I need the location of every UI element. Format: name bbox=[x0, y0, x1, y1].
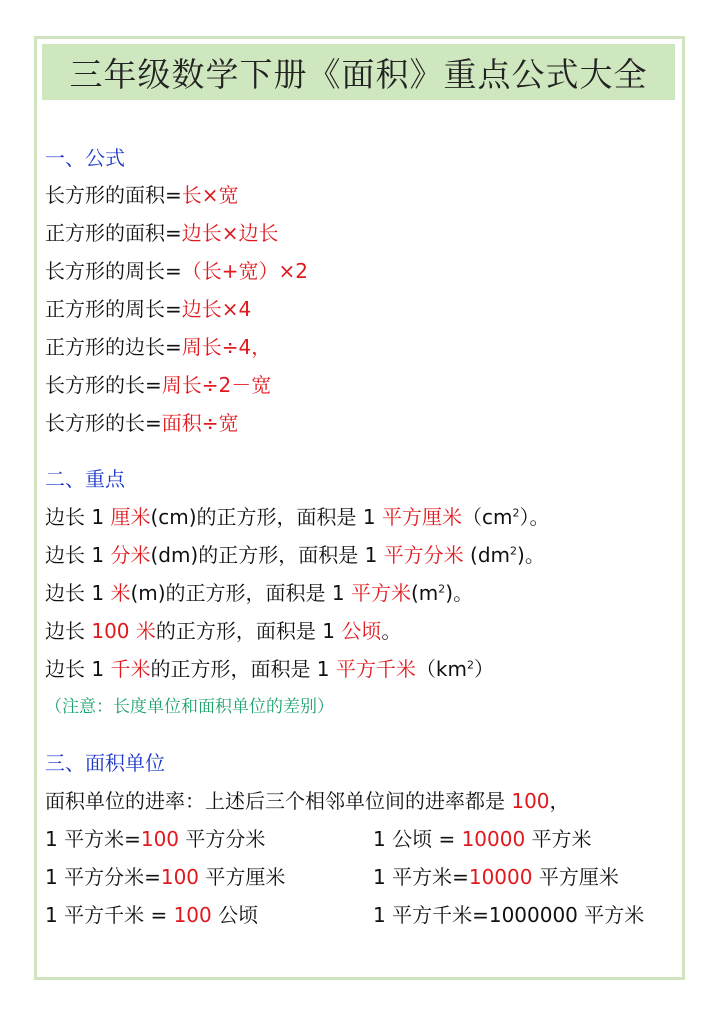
formula-item: 正方形的周长=边长×4 bbox=[45, 297, 252, 321]
conversion-left: 1 平方分米=100 平方厘米 bbox=[45, 865, 286, 889]
note-text: （注意：长度单位和面积单位的差别） bbox=[45, 697, 334, 717]
key-point-line: 边长 1 千米的正方形，面积是 1 平方千米$(km^2)$ bbox=[45, 657, 494, 681]
key-point-line: 边长 1 分米(dm)的正方形，面积是 1 平方分米 $(dm^2)$。 bbox=[45, 543, 545, 567]
key-point-line: 边长 1 厘米(cm)的正方形，面积是 1 平方厘米$(cm^2)$。 bbox=[45, 505, 550, 529]
formula-item: 长方形的面积=长×宽 bbox=[45, 183, 239, 207]
formula-item: 长方形的长=周长÷2－宽 bbox=[45, 373, 272, 397]
formula-item: 长方形的周长=（长+宽）×2 bbox=[45, 259, 309, 283]
formula-item: 正方形的面积=边长×边长 bbox=[45, 221, 279, 245]
key-point-line: 边长 100 米的正方形，面积是 1 公顷。 bbox=[45, 619, 402, 643]
page-title bbox=[42, 44, 675, 100]
page-title-text: 三年级数学下册《面积》重点公式大全 bbox=[69, 54, 648, 94]
section-heading-key-points: 二、重点 bbox=[45, 467, 125, 491]
conversion-left: 1 平方千米 = 100 公顷 bbox=[45, 903, 259, 927]
section-heading-area-units: 三、面积单位 bbox=[45, 751, 165, 775]
conversion-left: 1 平方米=100 平方分米 bbox=[45, 827, 266, 851]
conversion-right: 1 公顷 = 10000 平方米 bbox=[373, 827, 592, 851]
formula-item: 长方形的长=面积÷宽 bbox=[45, 411, 239, 435]
conversion-right: 1 平方千米=1000000 平方米 bbox=[373, 903, 645, 927]
key-point-line: 边长 1 米(m)的正方形，面积是 1 平方米$(m^2)$。 bbox=[45, 581, 474, 605]
section-heading-formulas: 一、公式 bbox=[45, 146, 125, 170]
conversion-right: 1 平方米=10000 平方厘米 bbox=[373, 865, 619, 889]
formula-item: 正方形的边长=周长÷4， bbox=[45, 335, 272, 359]
area-unit-intro: 面积单位的进率：上述后三个相邻单位间的进率都是 100， bbox=[45, 789, 570, 813]
